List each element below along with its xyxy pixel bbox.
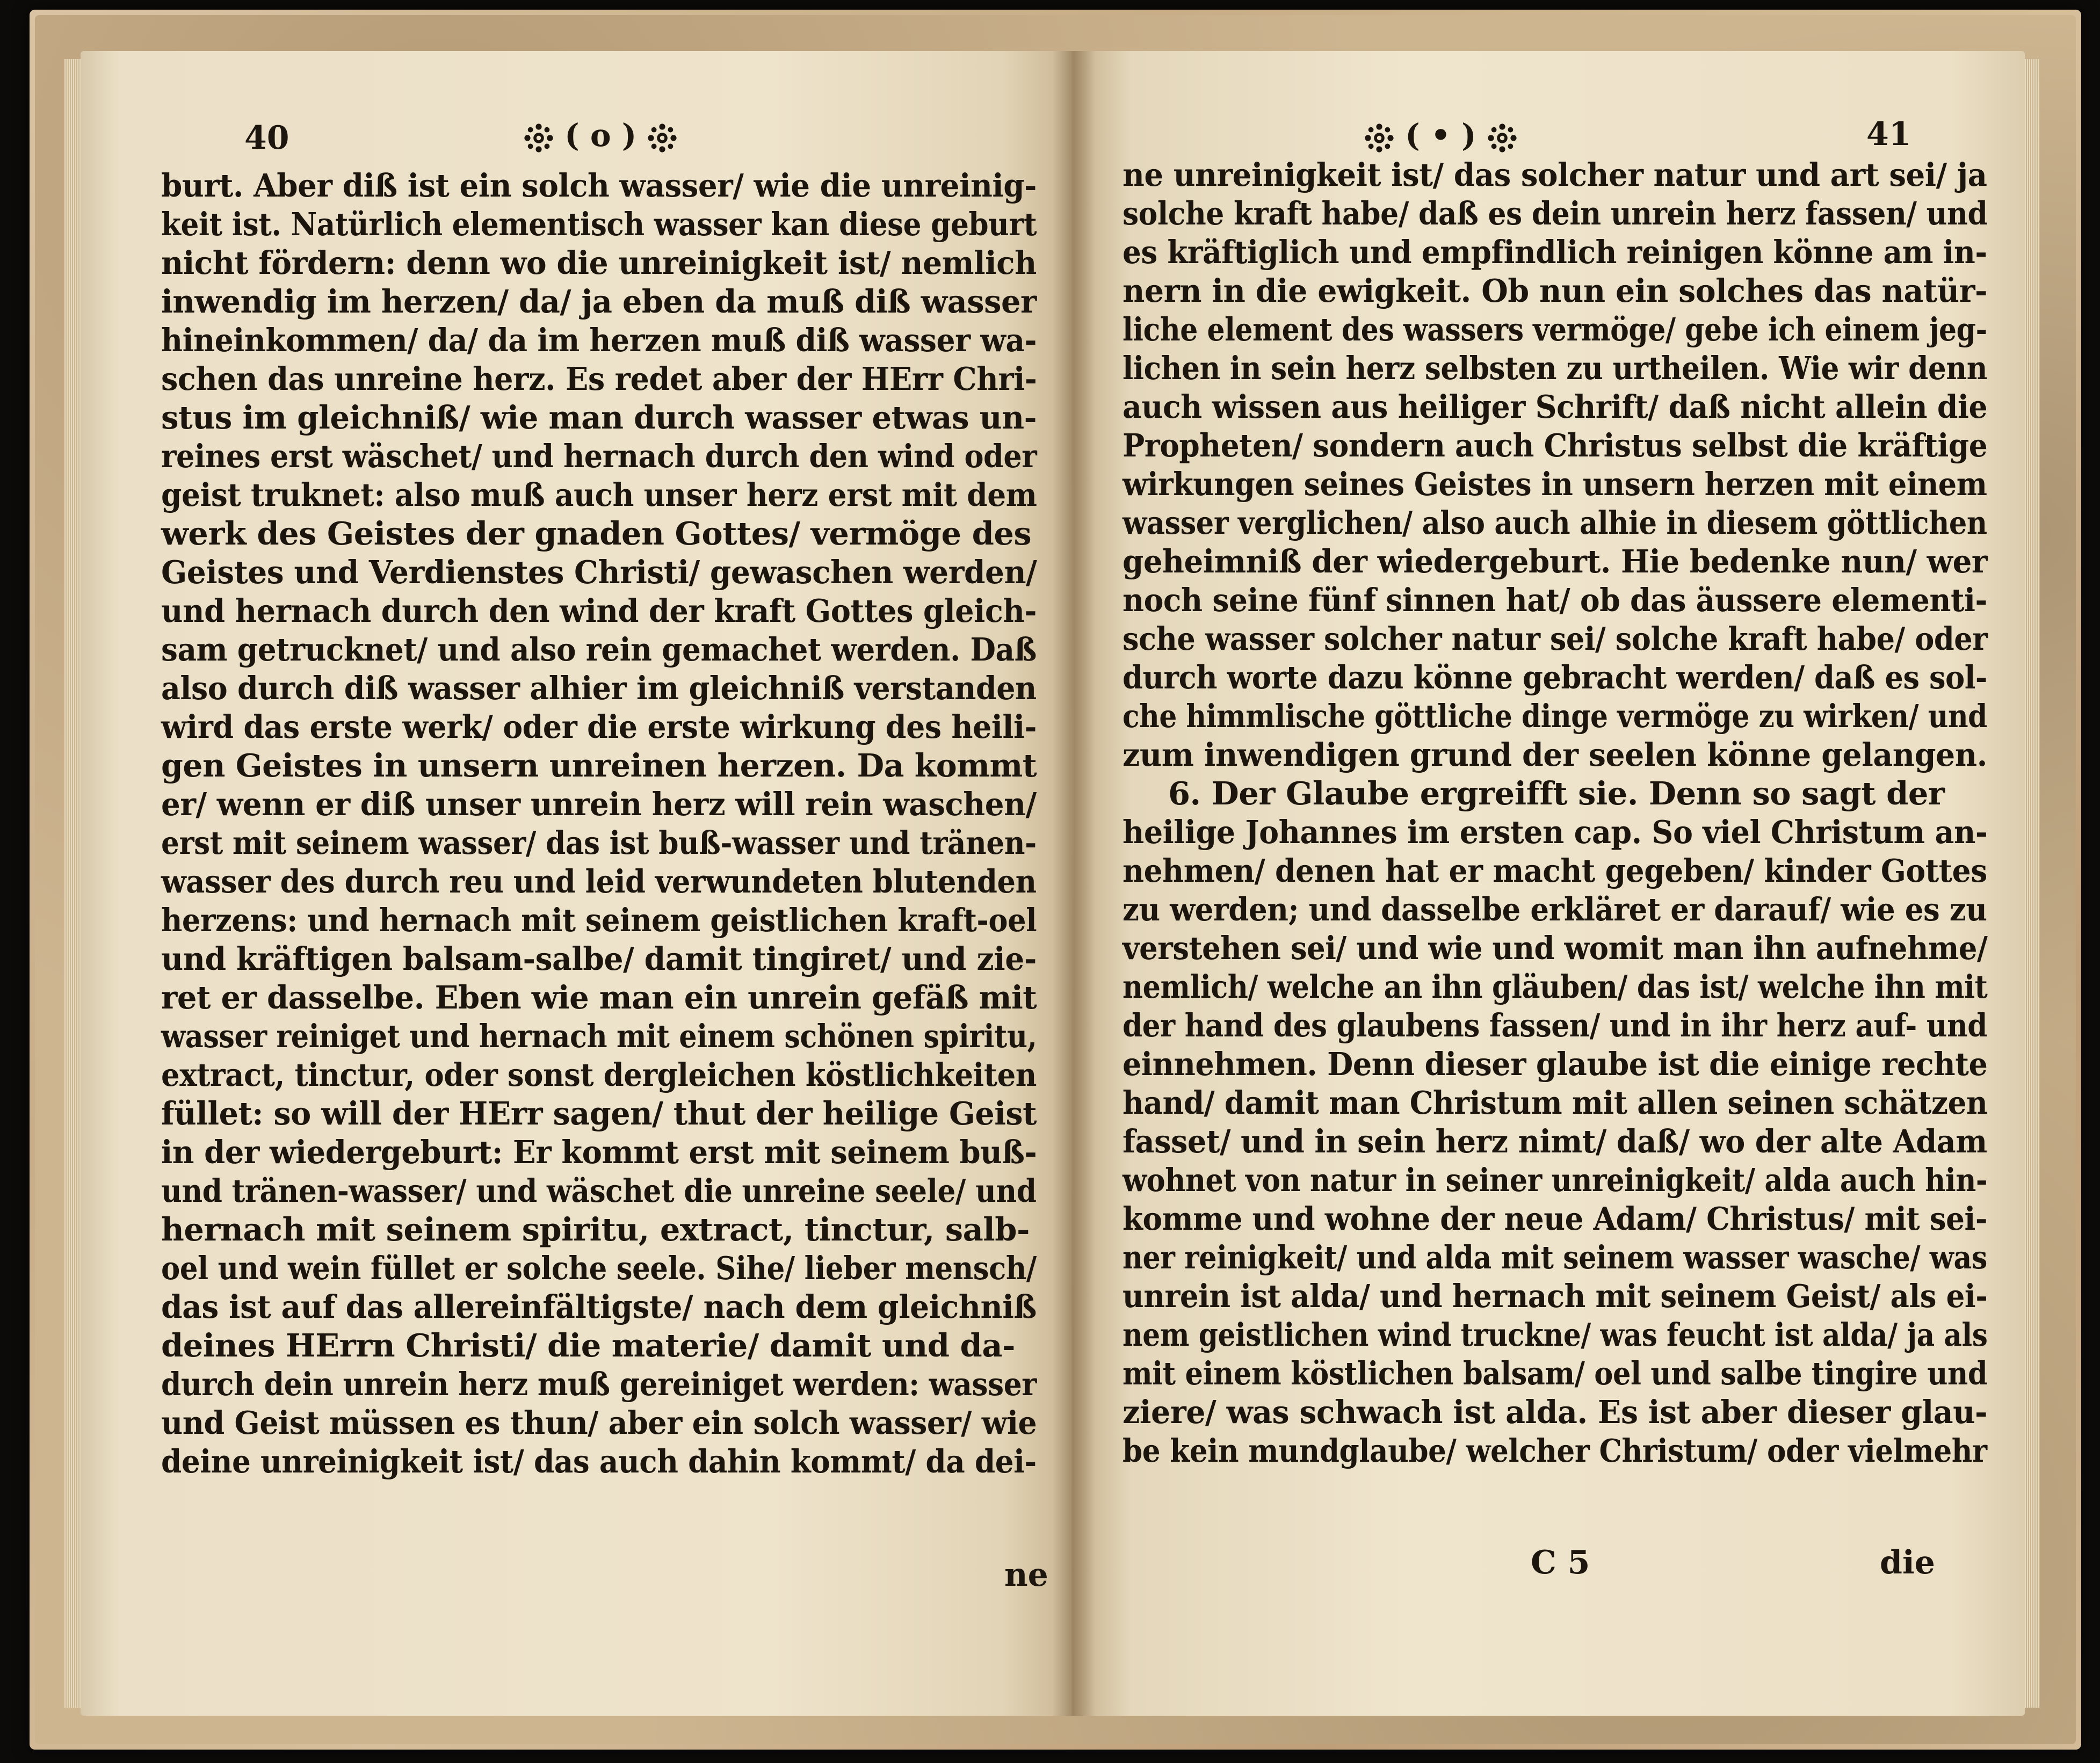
left-running-head-text: ( o ) — [564, 117, 637, 154]
text-line: das ist auf das allereinfältigste/ nach dem gleichniß — [161, 1288, 1037, 1325]
text-line: hernach mit seinem spiritu, extract, tinctur, salb- — [161, 1211, 1030, 1248]
text-line: einnehmen. Denn dieser glaube ist die einige rechte — [1123, 1046, 1988, 1083]
left-page-edges — [64, 59, 81, 1708]
text-line: deine unreinigkeit ist/ das auch dahin kommt/ da dei- — [161, 1443, 1037, 1480]
text-line: also durch diß wasser alhier im gleichniß verstanden — [161, 670, 1037, 707]
text-line: solche kraft habe/ daß es dein unrein herz fassen/ und — [1123, 195, 1988, 232]
book-gutter — [1053, 51, 1096, 1716]
text-line: der hand des glaubens fassen/ und in ihr herz auf- und — [1123, 1007, 1987, 1044]
text-line: nern in die ewigkeit. Ob nun ein solches das natür- — [1123, 272, 1988, 309]
right-running-head-text: ( • ) — [1405, 117, 1476, 154]
text-line: es kräftiglich und empfindlich reinigen könne am in- — [1123, 234, 1987, 271]
text-line: fasset/ und in sein herz nimt/ daß/ wo der alte Adam — [1123, 1123, 1987, 1160]
text-line: hineinkommen/ da/ da im herzen muß diß wasser wa- — [161, 322, 1037, 359]
section-heading-line: 6. Der Glaube ergreifft sie. Denn so sagt der — [1168, 775, 1945, 812]
text-line: gen Geistes in unsern unreinen herzen. Da kommt — [161, 747, 1037, 784]
right-page-edges — [2025, 59, 2040, 1708]
text-line: wasser des durch reu und leid verwundeten blutenden — [161, 863, 1037, 900]
flower-ornament-icon — [647, 123, 677, 153]
text-line: wasser verglichen/ also auch alhie in diesem göttlichen — [1123, 504, 1987, 541]
text-line: be kein mundglaube/ welcher Christum/ oder vielmehr — [1123, 1432, 1987, 1469]
left-page-number: 40 — [244, 119, 289, 157]
text-line: schen das unreine herz. Es redet aber der HErr Chri- — [161, 360, 1037, 397]
text-line: verstehen sei/ und wie und womit man ihn aufnehme/ — [1123, 930, 1988, 967]
text-line: nicht fördern: denn wo die unreinigkeit ist/ nemlich — [161, 244, 1037, 281]
text-line: durch dein unrein herz muß gereiniget werden: wasser — [161, 1366, 1037, 1403]
text-line: che himmlische göttliche dinge vermöge zu wirken/ und — [1123, 698, 1987, 735]
text-line: und hernach durch den wind der kraft Gottes gleich- — [161, 592, 1037, 629]
left-catchword: ne — [1004, 1556, 1048, 1594]
text-line: füllet: so will der HErr sagen/ thut der heilige Geist — [161, 1095, 1037, 1132]
text-line: ziere/ was schwach ist alda. Es ist aber dieser glau- — [1123, 1394, 1988, 1431]
flower-ornament-icon — [1364, 123, 1394, 153]
text-line: und Geist müssen es thun/ aber ein solch wasser/ wie — [161, 1404, 1037, 1441]
text-line: wirkungen seines Geistes in unsern herzen mit einem — [1123, 466, 1987, 503]
text-line: deines HErrn Christi/ die materie/ damit und da- — [161, 1327, 1016, 1364]
text-line: und kräftigen balsam-salbe/ damit tingiret/ und zie- — [161, 940, 1037, 977]
text-line: erst mit seinem wasser/ das ist buß-wasser und tränen- — [161, 824, 1037, 861]
text-line: Propheten/ sondern auch Christus selbst die kräftige — [1123, 427, 1988, 464]
text-line: er/ wenn er diß unser unrein herz will rein waschen/ — [161, 786, 1037, 823]
text-line: werk des Geistes der gnaden Gottes/ vermöge des — [161, 515, 1032, 552]
text-line: zum inwendigen grund der seelen könne gelangen. — [1123, 736, 1987, 773]
text-line: ner reinigkeit/ und alda mit seinem wasser wasche/ was — [1123, 1239, 1987, 1276]
text-line: sche wasser solcher natur sei/ solche kraft habe/ oder — [1123, 620, 1988, 657]
text-line: Geistes und Verdienstes Christi/ gewaschen werden/ — [161, 554, 1037, 591]
text-line: oel und wein füllet er solche seele. Sihe/ lieber mensch/ — [161, 1250, 1037, 1287]
text-line: keit ist. Natürlich elementisch wasser kan diese geburt — [161, 206, 1037, 243]
text-line: herzens: und hernach mit seinem geistlichen kraft-oel — [161, 902, 1037, 939]
text-line: wohnet von natur in seiner unreinigkeit/ alda auch hin- — [1123, 1162, 1988, 1199]
text-line: nehmen/ denen hat er macht gegeben/ kinder Gottes — [1123, 852, 1987, 889]
text-line: in der wiedergeburt: Er kommt erst mit seinem buß- — [161, 1134, 1037, 1171]
right-page-number: 41 — [1866, 115, 1911, 153]
flower-ornament-icon — [1487, 123, 1517, 153]
text-line: heilige Johannes im ersten cap. So viel Christum an- — [1123, 814, 1988, 851]
text-line: auch wissen aus heiliger Schrift/ daß nicht allein die — [1123, 388, 1988, 425]
right-catchword: die — [1880, 1544, 1935, 1581]
text-line: burt. Aber diß ist ein solch wasser/ wie die unreinig- — [161, 167, 1037, 204]
left-running-head — [524, 117, 677, 154]
text-line: ret er dasselbe. Eben wie man ein unrein gefäß mit — [161, 979, 1037, 1016]
text-line: inwendig im herzen/ da/ ja eben da muß diß wasser — [161, 283, 1037, 320]
text-line: geist truknet: also muß auch unser herz erst mit dem — [161, 476, 1037, 513]
text-line: nem geistlichen wind truckne/ was feucht ist alda/ ja als — [1123, 1316, 1988, 1353]
text-line: wird das erste werk/ oder die erste wirkung des heili- — [161, 708, 1037, 745]
text-line: und tränen-wasser/ und wäschet die unreine seele/ und — [161, 1172, 1037, 1209]
text-line: komme und wohne der neue Adam/ Christus/ mit sei- — [1123, 1200, 1988, 1237]
text-line: noch seine fünf sinnen hat/ ob das äussere elementi- — [1123, 582, 1987, 619]
text-line: nemlich/ welche an ihn gläuben/ das ist/ welche ihn mit — [1123, 968, 1988, 1005]
text-line: wasser reiniget und hernach mit einem schönen spiritu, — [161, 1018, 1037, 1055]
text-line: extract, tinctur, oder sonst dergleichen köstlichkeiten — [161, 1056, 1037, 1093]
text-line: geheimniß der wiedergeburt. Hie bedenke nun/ wer — [1123, 543, 1987, 580]
text-line: lichen in sein herz selbsten zu urtheilen. Wie wir denn — [1123, 350, 1988, 387]
text-line: liche element des wassers vermöge/ gebe ich einem jeg- — [1123, 311, 1987, 348]
text-line: hand/ damit man Christum mit allen seinen schätzen — [1123, 1084, 1988, 1121]
flower-ornament-icon — [524, 123, 554, 153]
text-line: reines erst wäschet/ und hernach durch den wind oder — [161, 438, 1037, 475]
text-line: zu werden; und dasselbe erkläret er darauf/ wie es zu — [1123, 891, 1987, 928]
signature-mark: C 5 — [1531, 1544, 1590, 1581]
text-line: unrein ist alda/ und hernach mit seinem Geist/ als ei- — [1123, 1278, 1988, 1315]
right-running-head — [1364, 117, 1517, 154]
text-line: mit einem köstlichen balsam/ oel und salbe tingire und — [1123, 1355, 1988, 1392]
text-line: sam getrucknet/ und also rein gemachet werden. Daß — [161, 631, 1037, 668]
text-line: durch worte dazu könne gebracht werden/ daß es sol- — [1123, 659, 1987, 696]
text-line: ne unreinigkeit ist/ das solcher natur und art sei/ ja — [1123, 156, 1987, 193]
text-line: stus im gleichniß/ wie man durch wasser etwas un- — [161, 399, 1037, 436]
